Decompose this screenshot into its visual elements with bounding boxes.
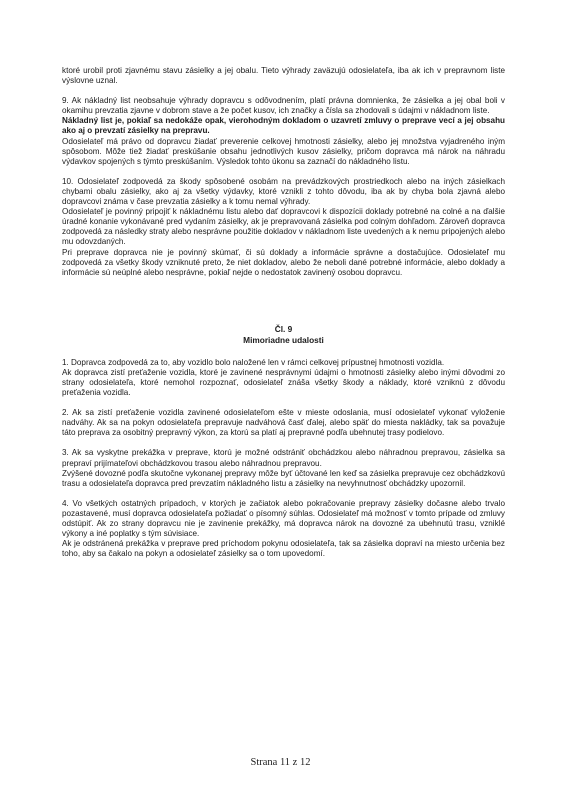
article-clause-3-continued: Zvýšené dovozné podľa skutočne vykonanej prepravy môže byť účtované len keď sa zásielka prepravuje cez obchádzkovú trasu a odosielateľa dopravca pred prevzatím nákladného listu a zásielky na nevyhnutnosť obchádzky upozornil. bbox=[62, 468, 505, 488]
paragraph-10: 10. Odosielateľ zodpovedá za škody spôsobené osobám na prevádzkových prostriedkoch alebo na iných zásielkach chybami obalu zásielky, ako aj za všetky výdavky, ktoré vznikli z tohto dôvodu, iba ak by chyba bola zjavná alebo dopravcovi známa v čase prevzatia zásielky a k tomu nemal výhrady. bbox=[62, 176, 505, 207]
paragraph-10-liability: Pri preprave dopravca nie je povinný skúmať, či sú doklady a informácie správne a dostačujúce. Odosielateľ mu zodpovedá za všetky škody vzniknuté preto, že niet dokladov, alebo že neboli dané potrebné informácie, alebo doklady a informácie sú neúplné alebo nesprávne, pokiaľ nejde o nedostatok zavinený osobou dopravcu. bbox=[62, 247, 505, 277]
article-clause-1-continued: Ak dopravca zistí preťaženie vozidla, ktoré je zavinené nesprávnymi údajmi o hmotnosti zásielky alebo inými dôvodmi zo strany odosielateľa, ktoré nemohol rozpoznať, odosielateľ znáša všetky škody a náklady, ktoré vzniknú z dôvodu preťaženia vozidla. bbox=[62, 367, 505, 398]
page-number: Strana 11 z 12 bbox=[250, 757, 311, 768]
intro-paragraph: ktoré urobil proti zjavnému stavu zásielky a jej obalu. Tieto výhrady zaväzujú odosielateľa, iba ak ich v prepravnom liste výslovne uznal. bbox=[62, 66, 505, 86]
article-clause-1: 1. Dopravca zodpovedá za to, aby vozidlo bolo naložené len v rámci celkovej prípustnej hmotnosti vozidla. bbox=[62, 357, 445, 367]
paragraph-9-continued: Odosielateľ má právo od dopravcu žiadať preverenie celkovej hmotnosti zásielky, alebo jej množstva vyjadreného iným spôsobom. Môže tiež žiadať preskúšanie obsahu jednotlivých kusov zásielky, pričom dopravca má nárok na náhradu výdavkov spojených s týmto preskúšaním. Výsledok tohto úkonu sa zaznačí do nákladného listu. bbox=[62, 136, 505, 166]
article-clause-4: 4. Vo všetkých ostatných prípadoch, v ktorých je začiatok alebo pokračovanie prepravy zásielky dočasne alebo trvalo pozastavené, musí dopravca odosielateľa požiadať o písomný súhlas. Odosielateľ má možnosť v tomto prípade od zmluvy odstúpiť. Ak zo strany dopravcu nie je zavinenie prekážky, má dopravca nárok na dovozné za ubehnutú trasu, vzniklé výkony a iné poplatky s tým súvisiace. bbox=[62, 498, 505, 539]
paragraph-9-bold-statement: Nákladný list je, pokiaľ sa nedokáže opak, vierohodným dokladom o uzavretí zmluvy o preprave vecí a jej obsahu ako aj o prevzatí zásielky na prepravu. bbox=[62, 116, 505, 136]
document-body bbox=[62, 66, 505, 559]
article-clause-3: 3. Ak sa vyskytne prekážka v preprave, ktorú je možné odstrániť obchádzkou alebo náhradnou prepravou, zásielka sa prepraví prijímateľovi obchádzkovou trasou alebo náhradnou prepravou. bbox=[62, 448, 505, 468]
article-title: Mimoriadne udalosti bbox=[243, 334, 324, 345]
article-number: Čl. 9 bbox=[274, 323, 293, 334]
paragraph-10-documents: Odosielateľ je povinný pripojiť k nákladnému listu alebo dať dopravcovi k dispozícii doklady potrebné na colné a na ďalšie úradné konanie vykonávané pred vydaním zásielky, ak je prepravovaná zásielka pod colným dohľadom. Zároveň dopravca zodpovedá za následky straty alebo nesprávne použitie dokladov v nákladnom liste uvedených a k nemu pripojených alebo mu odovzdaných. bbox=[62, 207, 505, 247]
article-clause-4-continued: Ak je odstránená prekážka v preprave pred príchodom pokynu odosielateľa, tak sa zásielka dopraví na miesto určenia bez toho, aby sa čakalo na pokyn a odosielateľ zásielky sa o tom upovedomí. bbox=[62, 539, 505, 559]
article-clause-2: 2. Ak sa zistí preťaženie vozidla zavinené odosielateľom ešte v mieste odoslania, musí odosielateľ vykonať vyloženie nadváhy. Ak sa na pokyn odosielateľa prepravuje nadváhová časť ďalej, alebo späť do miesta nakládky, tak sa považuje táto preprava za osobitný prepravný výkon, za ktorú sa platí aj prepravné podľa ubehnutej trasy podielovo. bbox=[62, 408, 505, 438]
paragraph-9: 9. Ak nákladný list neobsahuje výhrady dopravcu s odôvodnením, platí právna domnienka, že zásielka a jej obal boli v okamihu prevzatia zjavne v dobrom stave a že počet kusov, ich značky a čísla sa zhodovali s údajmi v nákladnom liste. bbox=[62, 96, 505, 116]
